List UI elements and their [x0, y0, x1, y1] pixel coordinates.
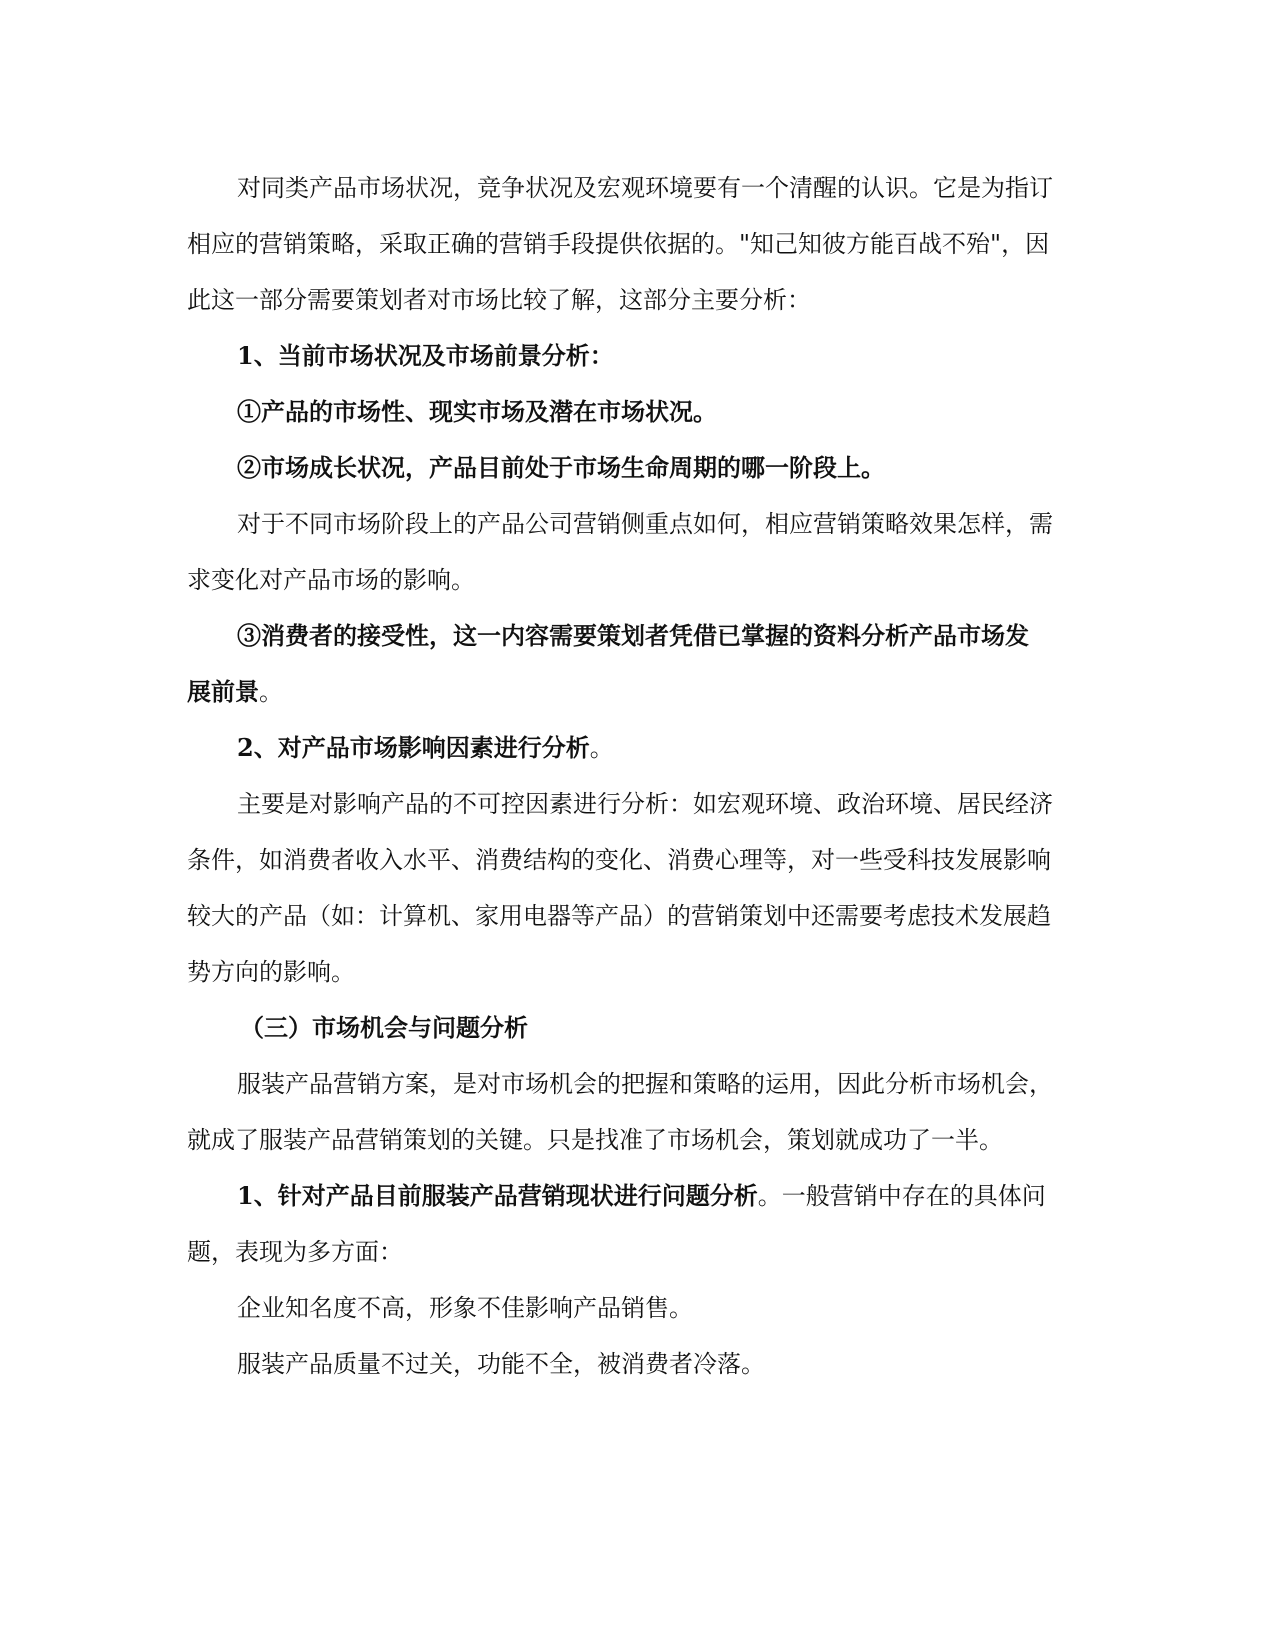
paragraph-line: 题，表现为多方面：: [187, 1238, 403, 1266]
paragraph-line: 相应的营销策略，采取正确的营销手段提供依据的。"知己知彼方能百战不殆"，因: [187, 230, 1050, 258]
paragraph-line: 展前景。: [187, 677, 283, 706]
paragraph-line: 求变化对产品市场的影响。: [187, 566, 475, 594]
paragraph-line: 对同类产品市场状况，竞争状况及宏观环境要有一个清醒的认识。它是为指订: [237, 174, 1053, 202]
paragraph-line: 1、针对产品目前服装产品营销现状进行问题分析。一般营销中存在的具体问: [237, 1181, 1046, 1210]
section-heading: 1、当前市场状况及市场前景分析：: [237, 341, 614, 370]
list-item-heading: ①产品的市场性、现实市场及潜在市场状况。: [237, 397, 717, 426]
list-item-heading: ③消费者的接受性，这一内容需要策划者凭借已掌握的资料分析产品市场发: [237, 621, 1029, 650]
paragraph-line: 服装产品质量不过关，功能不全，被消费者冷落。: [237, 1350, 765, 1378]
paragraph-line: 主要是对影响产品的不可控因素进行分析：如宏观环境、政治环境、居民经济: [237, 790, 1053, 818]
section-heading: 2、对产品市场影响因素进行分析。: [237, 733, 614, 762]
paragraph-line: 条件，如消费者收入水平、消费结构的变化、消费心理等，对一些受科技发展影响: [187, 846, 1051, 874]
paragraph-line: 势方向的影响。: [187, 958, 355, 986]
paragraph-line: 较大的产品（如：计算机、家用电器等产品）的营销策划中还需要考虑技术发展趋: [187, 902, 1051, 930]
paragraph-line: 对于不同市场阶段上的产品公司营销侧重点如何，相应营销策略效果怎样，需: [237, 510, 1053, 538]
paragraph-line: 企业知名度不高，形象不佳影响产品销售。: [237, 1294, 693, 1322]
paragraph-line: 就成了服装产品营销策划的关键。只是找准了市场机会，策划就成功了一半。: [187, 1126, 1003, 1154]
paragraph-line: 服装产品营销方案，是对市场机会的把握和策略的运用，因此分析市场机会，: [237, 1070, 1053, 1098]
list-item-heading: ②市场成长状况，产品目前处于市场生命周期的哪一阶段上。: [237, 453, 885, 482]
paragraph-line: 此这一部分需要策划者对市场比较了解，这部分主要分析：: [187, 286, 811, 314]
section-heading: （三）市场机会与问题分析: [240, 1013, 528, 1042]
